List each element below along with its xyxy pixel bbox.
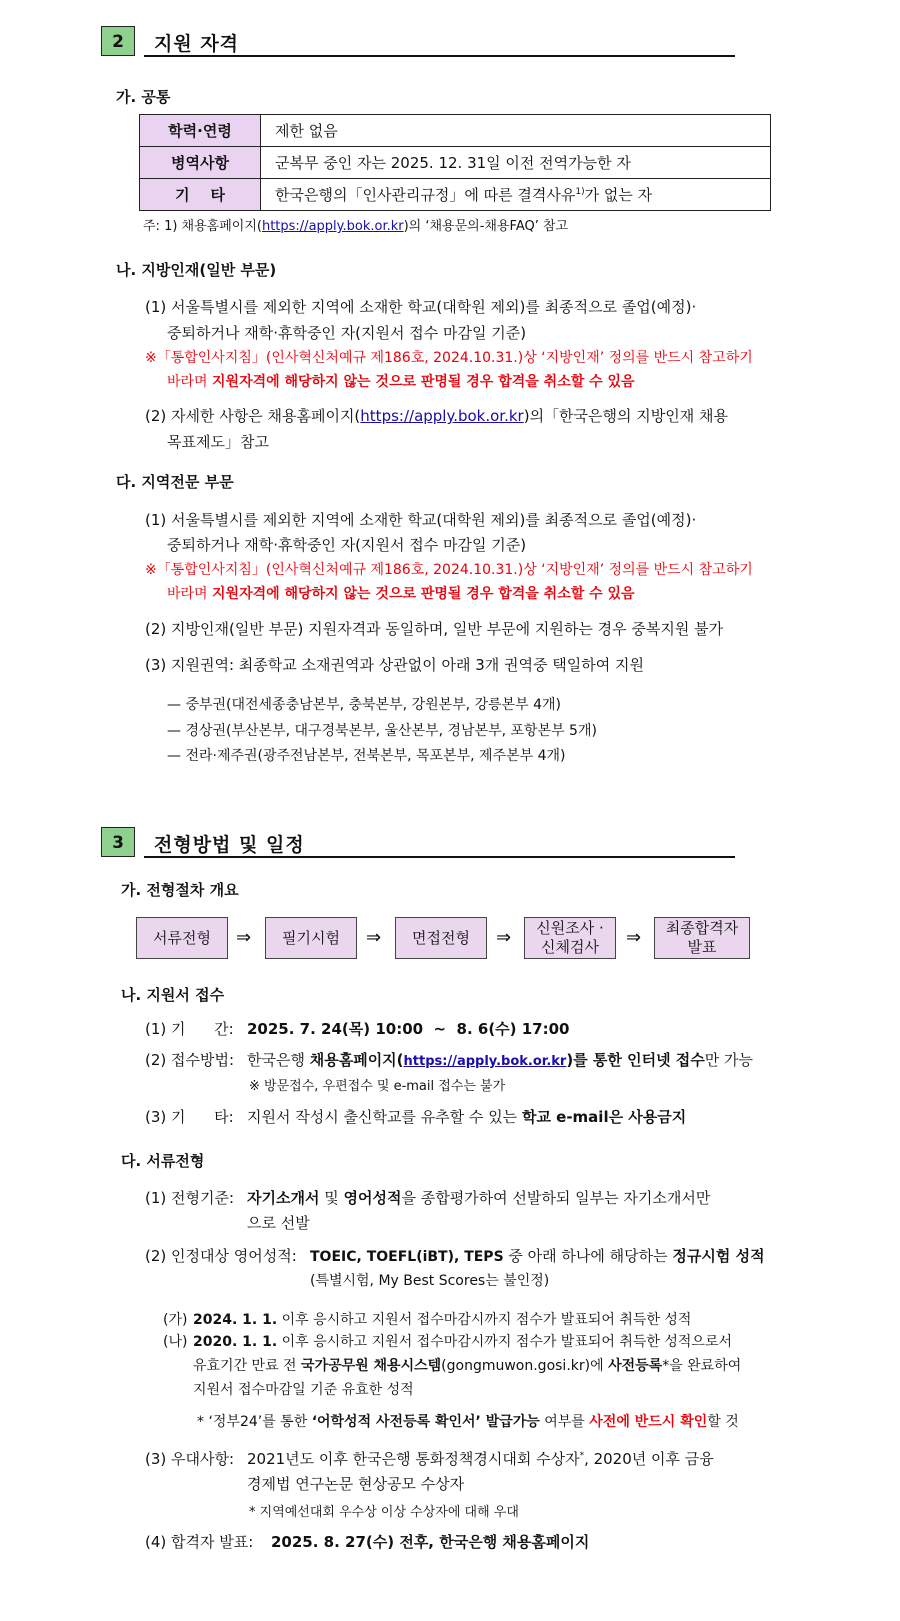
step-final-announcement: 최종합격자 발표 bbox=[654, 917, 750, 959]
criteria-line2: 으로 선발 bbox=[247, 1214, 310, 1232]
row-label-military: 병역사항 bbox=[140, 147, 261, 179]
row-label-other: 기 타 bbox=[140, 179, 261, 211]
english-ga-label: (가) bbox=[163, 1312, 188, 1328]
etc-value: 지원서 작성시 출신학교를 유추할 수 있는 학교 e-mail은 사용금지 bbox=[247, 1108, 687, 1126]
row-value-education: 제한 없음 bbox=[261, 115, 771, 147]
step-document-screening: 서류전형 bbox=[136, 917, 228, 959]
local-heading: 나. 지방인재(일반 부문) bbox=[116, 261, 277, 279]
english-na-line2: 유효기간 만료 전 국가공무원 채용시스템(gongmuwon.gosi.kr)에 사전등록*을 완료하여 bbox=[193, 1358, 742, 1374]
arrow-icon: ⇒ bbox=[496, 927, 512, 948]
arrow-icon: ⇒ bbox=[366, 927, 382, 948]
english-na-line1: 2020. 1. 1. 이후 응시하고 지원서 접수마감시까지 점수가 발표되어 취득한 성적으로서 bbox=[193, 1334, 732, 1350]
region-gyeongsang: — 경상권(부산본부, 대구경북본부, 울산본부, 경남본부, 포항본부 5개) bbox=[167, 723, 597, 739]
region-central: — 중부권(대전세종충남본부, 충북본부, 강원본부, 강릉본부 4개) bbox=[167, 697, 562, 713]
region-jeolla-jeju: — 전라·제주권(광주전남본부, 전북본부, 목포본부, 제주본부 4개) bbox=[167, 748, 566, 764]
preference-line1: 2021년도 이후 한국은행 통화정책경시대회 수상자*, 2020년 이후 금융 bbox=[247, 1450, 714, 1468]
announcement-label: (4) 합격자 발표: bbox=[145, 1533, 254, 1551]
table-row bbox=[140, 115, 771, 147]
regional-item1-line2: 중퇴하거나 재학·휴학중인 자(지원서 접수 마감일 기준) bbox=[167, 536, 527, 554]
row-value-other: 한국은행의「인사관리규정」에 따른 결격사유$^{1)}$가 없는 자 bbox=[261, 179, 771, 211]
section-2-number: 2 bbox=[101, 26, 135, 56]
method-link[interactable]: https://apply.bok.or.kr bbox=[403, 1054, 567, 1069]
local-item1-line2: 중퇴하거나 재학·휴학중인 자(지원서 접수 마감일 기준) bbox=[167, 324, 527, 342]
table-footnote: 주: 1) 채용홈페이지(https://apply.bok.or.kr)의 ‘채용문의-채용FAQ’ 참고 bbox=[143, 219, 569, 234]
step-background-check: 신원조사 · 신체검사 bbox=[524, 917, 616, 959]
etc-label: (3) 기 타: bbox=[145, 1108, 234, 1126]
section-3-title: 전형방법 및 일정 bbox=[154, 834, 305, 856]
preference-note: * 지역예선대회 우수상 이상 수상자에 대해 우대 bbox=[249, 1505, 519, 1520]
method-note: ※ 방문접수, 우편접수 및 e-mail 접수는 불가 bbox=[249, 1079, 506, 1094]
section-3-underline bbox=[144, 856, 735, 858]
section-2-title: 지원 자격 bbox=[154, 33, 240, 55]
method-label: (2) 접수방법: bbox=[145, 1051, 235, 1069]
regional-item2: (2) 지방인재(일반 부문) 지원자격과 동일하며, 일반 부문에 지원하는 경우 중복지원 불가 bbox=[145, 620, 724, 638]
english-na-line3: 지원서 접수마감일 기준 유효한 성적 bbox=[193, 1382, 414, 1398]
step-interview: 면접전형 bbox=[395, 917, 487, 959]
section-3-number: 3 bbox=[101, 827, 135, 857]
common-heading: 가. 공통 bbox=[116, 88, 171, 106]
section-2-underline bbox=[144, 55, 735, 57]
registration-note: * ‘정부24’를 통한 ‘어학성적 사전등록 확인서’ 발급가능 여부를 사전에 반드시 확인할 것 bbox=[197, 1414, 739, 1430]
local-warning-line1: ※「통합인사지침」(인사혁신처예규 제186호, 2024.10.31.)상 ‘지방인재’ 정의를 반드시 참고하기 bbox=[145, 350, 753, 366]
english-na-label: (나) bbox=[163, 1334, 188, 1350]
document-heading: 다. 서류전형 bbox=[121, 1152, 205, 1170]
overview-heading: 가. 전형절차 개요 bbox=[121, 881, 239, 899]
table-row bbox=[140, 147, 771, 179]
application-heading: 나. 지원서 접수 bbox=[121, 986, 225, 1004]
regional-warning-line2: 바라며 지원자격에 해당하지 않는 것으로 판명될 경우 합격을 취소할 수 있음 bbox=[167, 586, 635, 602]
local-warning-line2: 바라며 지원자격에 해당하지 않는 것으로 판명될 경우 합격을 취소할 수 있음 bbox=[167, 374, 635, 390]
regional-item3: (3) 지원권역: 최종학교 소재권역과 상관없이 아래 3개 권역중 택일하여 지원 bbox=[145, 656, 644, 674]
arrow-icon: ⇒ bbox=[626, 927, 642, 948]
preference-line2: 경제법 연구논문 현상공모 수상자 bbox=[247, 1475, 465, 1493]
local-item2-line1: (2) 자세한 사항은 채용홈페이지(https://apply.bok.or.kr)의「한국은행의 지방인재 채용 bbox=[145, 407, 728, 425]
period-value: 2025. 7. 24(목) 10:00 ~ 8. 6(수) 17:00 bbox=[247, 1020, 570, 1038]
local-link[interactable]: https://apply.bok.or.kr bbox=[360, 407, 524, 425]
arrow-icon: ⇒ bbox=[236, 927, 252, 948]
step-written-exam: 필기시험 bbox=[265, 917, 357, 959]
row-value-military: 군복무 중인 자는 2025. 12. 31일 이전 전역가능한 자 bbox=[261, 147, 771, 179]
regional-heading: 다. 지역전문 부문 bbox=[116, 473, 234, 491]
english-ga-text: 2024. 1. 1. 이후 응시하고 지원서 접수마감시까지 점수가 발표되어 취득한 성적 bbox=[193, 1312, 692, 1328]
regional-warning-line1: ※「통합인사지침」(인사혁신처예규 제186호, 2024.10.31.)상 ‘지방인재’ 정의를 반드시 참고하기 bbox=[145, 562, 753, 578]
english-label: (2) 인정대상 영어성적: bbox=[145, 1247, 297, 1265]
period-label: (1) 기 간: bbox=[145, 1020, 234, 1038]
qualification-table bbox=[139, 114, 771, 211]
criteria-line1: 자기소개서 및 영어성적을 종합평가하여 선발하되 일부는 자기소개서만 bbox=[247, 1189, 711, 1207]
criteria-label: (1) 전형기준: bbox=[145, 1189, 235, 1207]
local-item1-line1: (1) 서울특별시를 제외한 지역에 소재한 학교(대학원 제외)를 최종적으로 졸업(예정)· bbox=[145, 298, 697, 316]
row-label-education: 학력·연령 bbox=[140, 115, 261, 147]
announcement-value: 2025. 8. 27(수) 전후, 한국은행 채용홈페이지 bbox=[271, 1533, 590, 1551]
english-line1: TOEIC, TOEFL(iBT), TEPS 중 아래 하나에 해당하는 정규시험 성적 bbox=[310, 1247, 765, 1265]
footnote-link[interactable]: https://apply.bok.or.kr bbox=[261, 219, 404, 234]
english-line2: (특별시험, My Best Scores는 불인정) bbox=[310, 1273, 550, 1289]
preference-label: (3) 우대사항: bbox=[145, 1450, 235, 1468]
regional-item1-line1: (1) 서울특별시를 제외한 지역에 소재한 학교(대학원 제외)를 최종적으로 졸업(예정)· bbox=[145, 511, 697, 529]
local-item2-line2: 목표제도」참고 bbox=[167, 433, 269, 451]
method-value: 한국은행 채용홈페이지(https://apply.bok.or.kr)를 통한 인터넷 접수만 가능 bbox=[247, 1051, 754, 1069]
table-row bbox=[140, 179, 771, 211]
